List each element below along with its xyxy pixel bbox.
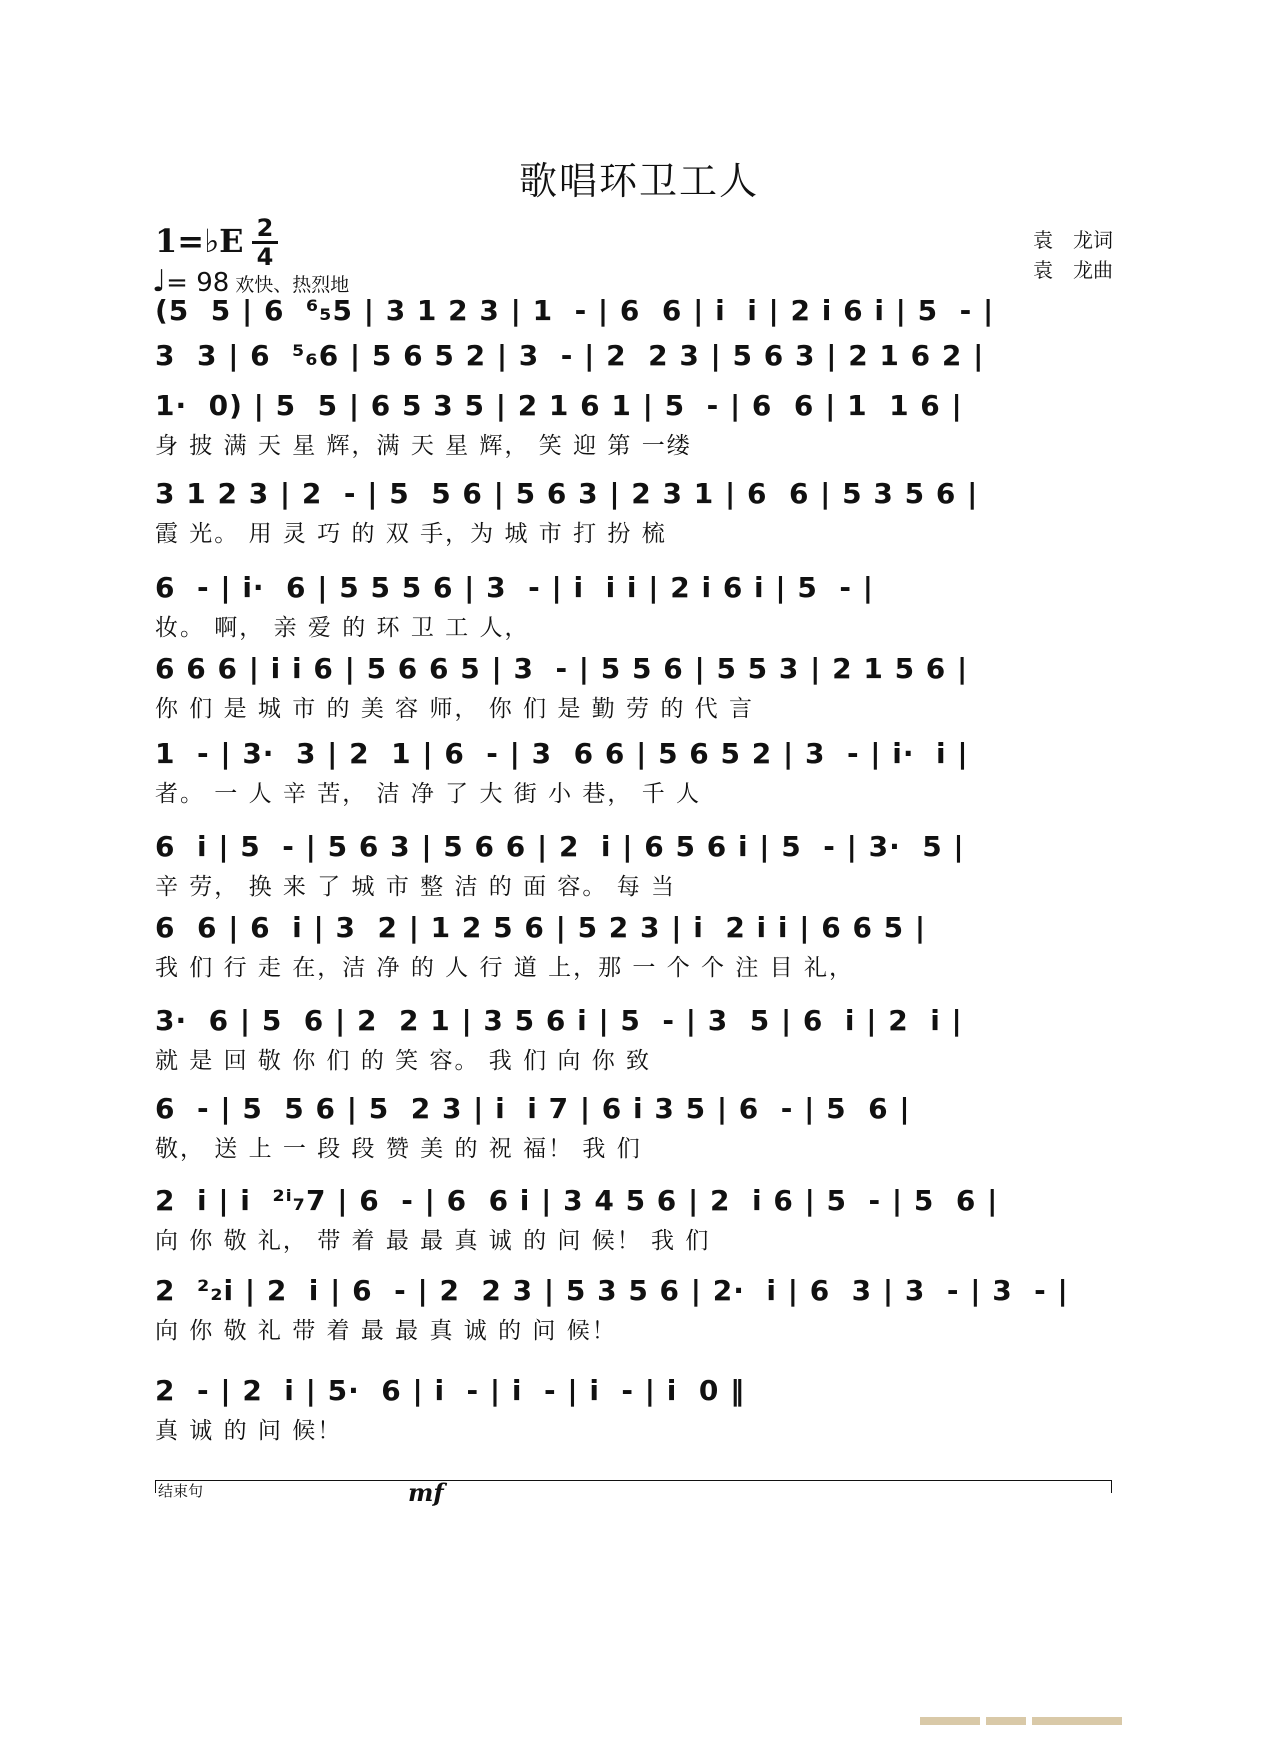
lyric-line: 真 诚 的 问 候！	[155, 1418, 343, 1444]
ending-bracket	[155, 1480, 1112, 1493]
lyric-line: 就 是 回 敬 你 们 的 笑 容。 我 们 向 你 致	[155, 1048, 652, 1074]
lyric-line: 敬， 送 上 一 段 段 赞 美 的 祝 福！ 我 们	[155, 1136, 642, 1162]
meter-bottom: 4	[256, 243, 274, 271]
notation-line: 3 3 | 6 ⁵₆6 | 5 6 5 2 | 3 - | 2 2 3 | 5 6 3 | 2 1 6 2 |	[155, 339, 985, 372]
dynamic-marking: mf	[408, 1478, 444, 1507]
time-signature	[250, 216, 280, 269]
notation-line: 2 - | 2 i | 5· 6 | i - | i - | i - | i 0 ‖	[155, 1374, 746, 1407]
lyricist: 袁 龙词	[1033, 228, 1113, 252]
meter-top: 2	[256, 214, 274, 242]
notation-line: (5 5 | 6 ⁶₅5 | 3 1 2 3 | 1 - | 6 6 | i i | 2 i 6 i | 5 - |	[155, 294, 995, 327]
notation-line: 2 i | i ²ⁱ₇7 | 6 - | 6 6 i | 3 4 5 6 | 2 i 6 | 5 - | 5 6 |	[155, 1184, 999, 1217]
quarter-note-icon: ♩	[152, 264, 167, 299]
lyric-line: 你 们 是 城 市 的 美 容 师， 你 们 是 勤 劳 的 代 言	[155, 696, 754, 722]
notation-line: 3 1 2 3 | 2 - | 5 5 6 | 5 6 3 | 2 3 1 | 6 6 | 5 3 5 6 |	[155, 477, 979, 510]
footer-watermark	[920, 1710, 1220, 1722]
notation-line: 6 6 | 6 i | 3 2 | 1 2 5 6 | 5 2 3 | i 2 i i | 6 6 5 |	[155, 911, 927, 944]
notation-line: 6 6 6 | i i 6 | 5 6 6 5 | 3 - | 5 5 6 | 5 5 3 | 2 1 5 6 |	[155, 652, 969, 685]
notation-line: 3· 6 | 5 6 | 2 2 1 | 3 5 6 i | 5 - | 3 5 | 6 i | 2 i |	[155, 1004, 963, 1037]
ending-label: 结束句	[158, 1482, 204, 1500]
key-signature: 1=♭E	[155, 222, 244, 260]
tempo-value: = 98	[166, 268, 230, 298]
lyric-line: 辛 劳， 换 来 了 城 市 整 洁 的 面 容。 每 当	[155, 874, 677, 900]
lyric-line: 我 们 行 走 在，洁 净 的 人 行 道 上，那 一 个 个 注 目 礼，	[155, 955, 854, 981]
lyric-line: 向 你 敬 礼， 带 着 最 最 真 诚 的 问 候！ 我 们	[155, 1228, 711, 1254]
lyric-line: 妆。 啊， 亲 爱 的 环 卫 工 人，	[155, 615, 530, 641]
notation-line: 6 - | 5 5 6 | 5 2 3 | i i 7 | 6 i 3 5 | 6 - | 5 6 |	[155, 1092, 911, 1125]
lyric-line: 者。 一 人 辛 苦， 洁 净 了 大 街 小 巷， 千 人	[155, 781, 702, 807]
notation-line: 2 ²₂i | 2 i | 6 - | 2 2 3 | 5 3 5 6 | 2· i | 6 3 | 3 - | 3 - |	[155, 1274, 1069, 1307]
page-title: 歌唱环卫工人	[518, 159, 759, 203]
composer: 袁 龙曲	[1033, 258, 1113, 282]
notation-line: 1 - | 3· 3 | 2 1 | 6 - | 3 6 6 | 5 6 5 2 | 3 - | i· i |	[155, 737, 969, 770]
lyric-line: 身 披 满 天 星 辉，满 天 星 辉， 笑 迎 第 一缕	[155, 433, 692, 459]
tempo-mood: 欢快、热烈地	[235, 274, 350, 296]
notation-line: 1· 0) | 5 5 | 6 5 3 5 | 2 1 6 1 | 5 - | 6 6 | 1 1 6 |	[155, 389, 963, 422]
lyric-line: 霞 光。 用 灵 巧 的 双 手，为 城 市 打 扮 梳	[155, 521, 667, 547]
notation-line: 6 i | 5 - | 5 6 3 | 5 6 6 | 2 i | 6 5 6 i | 5 - | 3· 5 |	[155, 830, 965, 863]
credits	[1033, 225, 1113, 285]
notation-line: 6 - | i· 6 | 5 5 5 6 | 3 - | i i i | 2 i 6 i | 5 - |	[155, 571, 874, 604]
lyric-line: 向 你 敬 礼 带 着 最 最 真 诚 的 问 候！	[155, 1318, 617, 1344]
